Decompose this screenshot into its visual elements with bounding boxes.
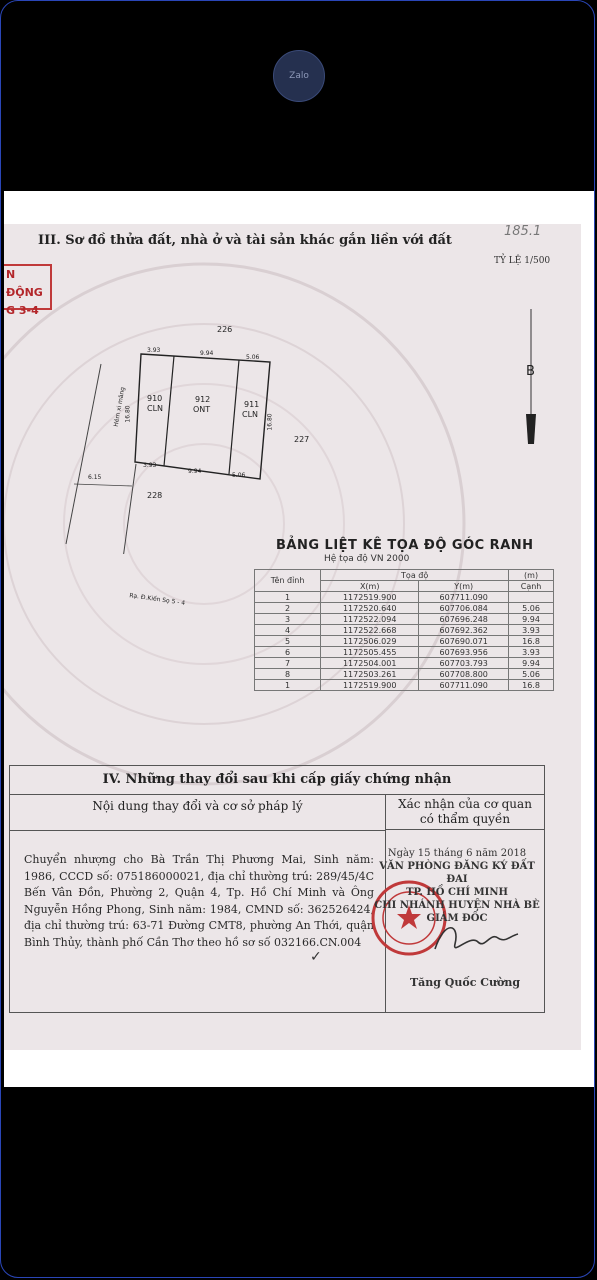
cell-y: 607690.071 bbox=[419, 636, 509, 647]
cell-x: 1172522.668 bbox=[321, 625, 419, 636]
top-dim-3: 5.06 bbox=[246, 354, 260, 361]
confirm-role: GIÁM ĐỐC bbox=[426, 913, 488, 924]
cell-vertex: 2 bbox=[255, 603, 321, 614]
side-dim-right: 16.80 bbox=[266, 413, 274, 431]
th-x: X(m) bbox=[321, 581, 419, 592]
confirmation-header bbox=[386, 794, 544, 830]
cell-x: 1172522.094 bbox=[321, 614, 419, 625]
cell-y: 607711.090 bbox=[419, 592, 509, 603]
stamp-line-1: N ĐỘNG bbox=[6, 268, 43, 299]
zalo-badge-label: Zalo bbox=[289, 71, 309, 81]
cell-edge: 3.93 bbox=[509, 625, 554, 636]
cell-y: 607692.362 bbox=[419, 625, 509, 636]
road-line-right bbox=[114, 464, 136, 554]
lot-911-type: CLN bbox=[242, 410, 259, 419]
cell-x: 1172519.900 bbox=[321, 592, 419, 603]
signature-icon bbox=[430, 914, 520, 964]
cell-vertex: 6 bbox=[255, 647, 321, 658]
parcel-227: 227 bbox=[294, 435, 310, 444]
section4-title: IV. Những thay đổi sau khi cấp giấy chứng nhận bbox=[10, 766, 544, 795]
cell-y: 607708.800 bbox=[419, 669, 509, 680]
section3-title: III. Sơ đồ thửa đất, nhà ở và tài sản khác gắn liền với đất bbox=[38, 233, 452, 248]
document-photo[interactable] bbox=[4, 191, 594, 1087]
lot-912-number: 912 bbox=[195, 395, 211, 404]
road-label: Rạ. Đ.Kiến Sọ 5 - 4 bbox=[128, 592, 186, 607]
lot-911-number: 911 bbox=[244, 400, 260, 409]
cell-edge: 5.06 bbox=[509, 669, 554, 680]
table-row bbox=[255, 669, 554, 680]
confirm-branch: CHI NHÁNH HUYỆN NHÀ BÈ bbox=[374, 900, 540, 911]
changes-header: Nội dung thay đổi và cơ sở pháp lý bbox=[10, 794, 385, 831]
confirmation-header-line-1: Xác nhận của cơ quan bbox=[398, 797, 532, 811]
cell-vertex: 4 bbox=[255, 625, 321, 636]
north-label: B bbox=[526, 364, 535, 379]
initial-mark: ✓ bbox=[310, 949, 322, 965]
road-width-line bbox=[74, 484, 132, 486]
lot-912-type: ONT bbox=[193, 405, 211, 414]
cell-y: 607693.956 bbox=[419, 647, 509, 658]
side-dim-left: 16.80 bbox=[124, 405, 132, 423]
lot-910-number: 910 bbox=[147, 394, 163, 403]
table-header-row-1 bbox=[255, 570, 554, 581]
table-row bbox=[255, 647, 554, 658]
zalo-badge-icon bbox=[273, 50, 325, 102]
land-plot-map bbox=[4, 224, 581, 554]
bottom-dim-1: 3.93 bbox=[143, 462, 157, 469]
signer-name: Tăng Quốc Cường bbox=[409, 976, 521, 989]
cell-edge: 9.94 bbox=[509, 614, 554, 625]
th-vertex: Tên đỉnh bbox=[255, 570, 321, 592]
th-edge: Cạnh bbox=[509, 581, 554, 592]
coord-table-title: BẢNG LIỆT KÊ TỌA ĐỘ GÓC RANH bbox=[276, 538, 534, 553]
handwritten-note: 185.1 bbox=[504, 224, 542, 239]
cell-x: 1172506.029 bbox=[321, 636, 419, 647]
confirm-city: TP. HỒ CHÍ MINH bbox=[406, 887, 508, 898]
top-dim-2: 9.94 bbox=[200, 350, 214, 357]
certificate-page bbox=[4, 224, 581, 1050]
cell-edge: 16.8 bbox=[509, 680, 554, 691]
cell-y: 607703.793 bbox=[419, 658, 509, 669]
scale-label: TỶ LỆ 1/500 bbox=[494, 256, 551, 266]
lot-divider-2 bbox=[229, 360, 239, 474]
cell-vertex: 1 bbox=[255, 592, 321, 603]
section4-box bbox=[9, 765, 545, 1013]
cell-x: 1172519.900 bbox=[321, 680, 419, 691]
table-row bbox=[255, 636, 554, 647]
table-row bbox=[255, 625, 554, 636]
bottom-dim-2: 9.94 bbox=[188, 468, 202, 475]
confirm-office: VĂN PHÒNG ĐĂNG KÝ ĐẤT ĐAI bbox=[379, 861, 535, 885]
table-row bbox=[255, 603, 554, 614]
cell-edge: 5.06 bbox=[509, 603, 554, 614]
north-arrow-icon bbox=[526, 414, 536, 444]
cell-vertex: 8 bbox=[255, 669, 321, 680]
alley-label: Hẻm xi măng bbox=[112, 386, 127, 428]
cell-x: 1172504.001 bbox=[321, 658, 419, 669]
cell-y: 607706.084 bbox=[419, 603, 509, 614]
cell-edge: 3.93 bbox=[509, 647, 554, 658]
parcel-228: 228 bbox=[147, 491, 163, 500]
top-dim-1: 3.93 bbox=[147, 347, 161, 354]
road-width-dim: 6.15 bbox=[88, 474, 102, 481]
coord-table-subtitle: Hệ tọa độ VN 2000 bbox=[324, 554, 410, 564]
road-line-left bbox=[66, 364, 101, 544]
confirm-date: Ngày 15 tháng 6 năm 2018 bbox=[387, 848, 527, 859]
change-content: Chuyển nhượng cho Bà Trần Thị Phương Mai, Sinh năm: 1986, CCCD số: 075186000021, địa chỉ thường trú: 289/45/4C Bến Vân Đồn, Phường 2, Quận 4, Tp. Hồ Chí Minh và Ông Nguyễn Hồng Phong, Sinh năm: 1984, CMND số: 362526424, địa chỉ thường trú: 63-71 Đường CMT8, phường An Thới, quận Bình Thủy, thành phố Cần Thơ theo hồ sơ số 032166.CN.004 bbox=[24, 853, 374, 949]
cell-x: 1172520.640 bbox=[321, 603, 419, 614]
cell-vertex: 1 bbox=[255, 680, 321, 691]
table-row bbox=[255, 592, 554, 603]
table-row bbox=[255, 614, 554, 625]
table-row bbox=[255, 658, 554, 669]
stamp-line-2: G 3-4 bbox=[6, 304, 39, 317]
cell-vertex: 7 bbox=[255, 658, 321, 669]
table-row bbox=[255, 680, 554, 691]
cell-edge: 9.94 bbox=[509, 658, 554, 669]
coordinate-table bbox=[254, 569, 554, 691]
cell-vertex: 3 bbox=[255, 614, 321, 625]
cell-edge: 16.8 bbox=[509, 636, 554, 647]
cell-x: 1172505.455 bbox=[321, 647, 419, 658]
cell-x: 1172503.261 bbox=[321, 669, 419, 680]
th-coords: Tọa độ bbox=[321, 570, 509, 581]
th-unit: (m) bbox=[509, 570, 554, 581]
parcel-226: 226 bbox=[217, 325, 233, 334]
cell-y: 607696.248 bbox=[419, 614, 509, 625]
cell-vertex: 5 bbox=[255, 636, 321, 647]
cell-y: 607711.090 bbox=[419, 680, 509, 691]
bottom-dim-3: 5.06 bbox=[232, 472, 246, 479]
coordinate-table-body bbox=[255, 592, 554, 691]
cell-edge bbox=[509, 592, 554, 603]
lot-divider-1 bbox=[164, 356, 174, 466]
confirmation-header-line-2: có thẩm quyền bbox=[419, 812, 511, 826]
lot-910-type: CLN bbox=[147, 404, 164, 413]
th-y: Y(m) bbox=[419, 581, 509, 592]
